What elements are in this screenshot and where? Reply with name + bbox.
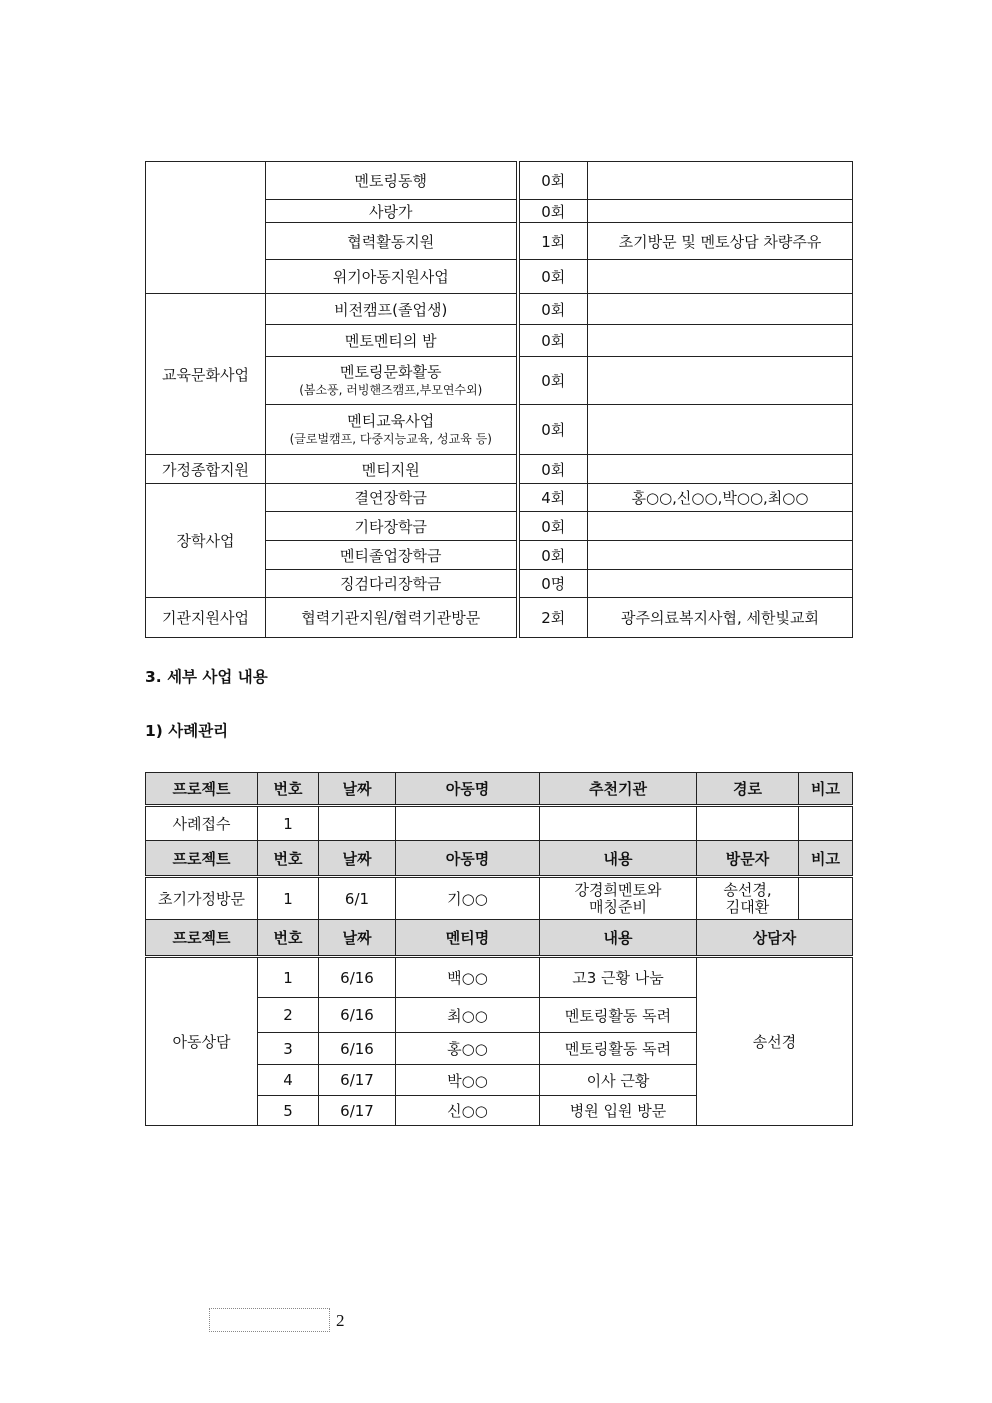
project-cell: 초기가정방문	[146, 877, 258, 920]
no-cell: 1	[258, 877, 319, 920]
table-header-row	[146, 920, 853, 957]
category-cell: 가정종합지원	[146, 455, 266, 484]
header-child: 아동명	[396, 773, 540, 806]
note-cell	[588, 294, 853, 325]
content-cell	[540, 877, 697, 920]
table-row	[146, 484, 853, 512]
note-cell: 홍○○,신○○,박○○,최○○	[588, 484, 853, 512]
footer-field-box	[209, 1308, 330, 1332]
item-label: 멘토링문화활동	[340, 362, 442, 381]
date-cell: 6/16	[319, 1033, 396, 1065]
item-cell: 협력활동지원	[266, 223, 518, 260]
header-date: 날짜	[319, 920, 396, 957]
content-cell: 멘토링활동 독려	[540, 1033, 697, 1065]
item-cell: 멘티졸업장학금	[266, 541, 518, 570]
count-cell: 0회	[518, 294, 588, 325]
count-cell: 0회	[518, 512, 588, 541]
content-line: 강경희멘토와	[574, 880, 662, 899]
mentee-cell: 홍○○	[396, 1033, 540, 1065]
item-cell: 사랑가	[266, 200, 518, 223]
visitor-cell	[697, 877, 799, 920]
header-date: 날짜	[319, 773, 396, 806]
no-cell: 3	[258, 1033, 319, 1065]
table-row	[146, 294, 853, 325]
route-cell	[697, 806, 799, 841]
mentee-cell: 박○○	[396, 1065, 540, 1096]
content-cell: 고3 근황 나눔	[540, 957, 697, 998]
content-cell: 멘토링활동 독려	[540, 998, 697, 1033]
activity-summary-table	[145, 161, 853, 638]
note-cell	[588, 260, 853, 294]
table-row	[146, 957, 853, 998]
content-line: 매칭준비	[589, 897, 647, 916]
item-sublabel: (봄소풍, 러빙핸즈캠프,부모연수외)	[299, 382, 483, 397]
no-cell: 2	[258, 998, 319, 1033]
header-remarks: 비고	[799, 773, 853, 806]
no-cell: 5	[258, 1096, 319, 1126]
header-project: 프로젝트	[146, 773, 258, 806]
count-cell: 4회	[518, 484, 588, 512]
item-label: 멘티교육사업	[347, 411, 435, 430]
header-project: 프로젝트	[146, 841, 258, 877]
project-cell: 사례접수	[146, 806, 258, 841]
table-row	[146, 598, 853, 638]
note-cell	[588, 405, 853, 455]
item-cell: 멘토링동행	[266, 162, 518, 200]
count-cell: 0회	[518, 541, 588, 570]
item-cell: 협력기관지원/협력기관방문	[266, 598, 518, 638]
item-cell: 위기아동지원사업	[266, 260, 518, 294]
count-cell: 2회	[518, 598, 588, 638]
item-cell: 비전캠프(졸업생)	[266, 294, 518, 325]
item-cell	[266, 405, 518, 455]
table-header-row	[146, 841, 853, 877]
header-remarks: 비고	[799, 841, 853, 877]
date-cell	[319, 806, 396, 841]
date-cell: 6/16	[319, 998, 396, 1033]
header-no: 번호	[258, 920, 319, 957]
table-header-row	[146, 773, 853, 806]
remarks-cell	[799, 806, 853, 841]
content-cell: 병원 입원 방문	[540, 1096, 697, 1126]
item-cell: 결연장학금	[266, 484, 518, 512]
page-number: 2	[336, 1311, 345, 1330]
child-cell	[396, 806, 540, 841]
note-cell	[588, 455, 853, 484]
count-cell: 0회	[518, 200, 588, 223]
count-cell: 0회	[518, 260, 588, 294]
header-date: 날짜	[319, 841, 396, 877]
visitor-line: 김대환	[725, 897, 770, 916]
mentee-cell: 최○○	[396, 998, 540, 1033]
item-cell: 멘티지원	[266, 455, 518, 484]
count-cell: 0명	[518, 570, 588, 598]
mentee-cell: 백○○	[396, 957, 540, 998]
header-child: 아동명	[396, 841, 540, 877]
note-cell	[588, 200, 853, 223]
category-cell: 장학사업	[146, 484, 266, 598]
count-cell: 0회	[518, 405, 588, 455]
no-cell: 4	[258, 1065, 319, 1096]
note-cell	[588, 162, 853, 200]
count-cell: 0회	[518, 357, 588, 405]
item-cell	[266, 357, 518, 405]
no-cell: 1	[258, 957, 319, 998]
note-cell: 광주의료복지사협, 세한빛교회	[588, 598, 853, 638]
header-counselor: 상담자	[697, 920, 853, 957]
agency-cell	[540, 806, 697, 841]
note-cell	[588, 357, 853, 405]
child-cell: 기○○	[396, 877, 540, 920]
header-mentee: 멘티명	[396, 920, 540, 957]
mentee-cell: 신○○	[396, 1096, 540, 1126]
section-heading: 3. 세부 사업 내용	[145, 668, 268, 686]
header-project: 프로젝트	[146, 920, 258, 957]
header-agency: 추천기관	[540, 773, 697, 806]
remarks-cell	[799, 877, 853, 920]
note-cell	[588, 570, 853, 598]
item-cell: 멘토멘티의 밤	[266, 325, 518, 357]
header-route: 경로	[697, 773, 799, 806]
note-cell	[588, 325, 853, 357]
header-content: 내용	[540, 920, 697, 957]
table-row	[146, 162, 853, 200]
header-no: 번호	[258, 773, 319, 806]
header-no: 번호	[258, 841, 319, 877]
table-row	[146, 877, 853, 920]
content-cell: 이사 근황	[540, 1065, 697, 1096]
note-cell: 초기방문 및 멘토상담 차량주유	[588, 223, 853, 260]
counselor-cell: 송선경	[697, 957, 853, 1126]
date-cell: 6/17	[319, 1065, 396, 1096]
table-row	[146, 806, 853, 841]
table-row	[146, 455, 853, 484]
case-management-table	[145, 772, 853, 1126]
subsection-heading: 1) 사례관리	[145, 722, 229, 740]
note-cell	[588, 541, 853, 570]
count-cell: 0회	[518, 325, 588, 357]
header-visitor: 방문자	[697, 841, 799, 877]
count-cell: 0회	[518, 455, 588, 484]
date-cell: 6/17	[319, 1096, 396, 1126]
visitor-line: 송선경,	[723, 880, 772, 899]
item-sublabel: (글로벌캠프, 다중지능교육, 성교육 등)	[289, 431, 492, 446]
date-cell: 6/16	[319, 957, 396, 998]
note-cell	[588, 512, 853, 541]
no-cell: 1	[258, 806, 319, 841]
date-cell: 6/1	[319, 877, 396, 920]
category-cell: 교육문화사업	[146, 294, 266, 455]
item-cell: 징검다리장학금	[266, 570, 518, 598]
header-content: 내용	[540, 841, 697, 877]
category-cell: 기관지원사업	[146, 598, 266, 638]
count-cell: 0회	[518, 162, 588, 200]
category-cell	[146, 162, 266, 294]
project-cell: 아동상담	[146, 957, 258, 1126]
count-cell: 1회	[518, 223, 588, 260]
item-cell: 기타장학금	[266, 512, 518, 541]
